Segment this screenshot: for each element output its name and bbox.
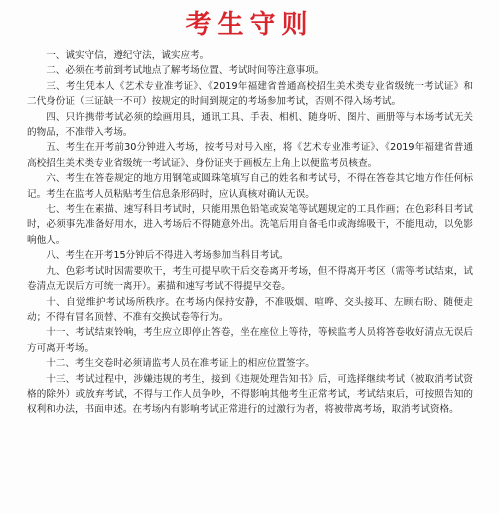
rule-item: 十、自觉维护考试场所秩序。在考场内保持安静，不准吸烟、喧哗、交头接耳、左顾右盼、随便走动；不得有冒名顶替、不准有交换试卷等行为。 [27,296,473,323]
rules-list [27,48,473,418]
rule-item: 四、只许携带考试必须的绘画用具，通讯工具、手表、相机、随身听、图片、画册等与本场考试无关的物品，不准带入考场。 [27,111,473,139]
rule-item: 七、考生在素描、速写科目考试时，只能用黑色铅笔或炭笔等试题规定的工具作画；在色彩科目考试时，必须事先准备好用水，进入考场后不得随意外出。洗笔后用自备毛巾或海绵吸干，不能甩动，以免影响他人。 [27,204,473,246]
rule-item: 九、色彩考试时因需要吹干，考生可提早吹干后交卷离开考场，但不得离开考区（需等考试结束，试卷清点无误后方可统一离开）。素描和速写考试不得提早交卷。 [27,265,473,293]
rule-item: 十三、考试过程中，涉嫌违规的考生，接到《违规处理告知书》后，可选择继续考试（被取消考试资格的除外）或放弃考试，不得与工作人员争吵，不得影响其他考生正常考试，考试结束后，可按照告知的权利和办法，书面申述。在考场内有影响考试正常进行的过激行为者，将被带离考场，取消考试资格。 [27,373,473,416]
rule-item: 二、必须在考前到考试地点了解考场位置、考试时间等注意事项。 [46,65,325,77]
rule-item: 十一、考试结束铃响，考生应立即停止答卷，坐在座位上等待，等候监考人员将答卷收好清点无误后方可离开考场。 [27,327,473,354]
rule-item: 八、考生在开考15分钟后不得进入考场参加当科目考试。 [46,250,289,262]
rule-item: 一、诚实守信，遵纪守法，诚实应考。 [46,50,210,61]
document-title: 考生守则 [185,10,314,40]
rule-item: 六、考生在答卷规定的地方用钢笔或圆珠笔填写自己的姓名和考试号，不得在答卷其它地方作任何标记。考生在监考人员粘贴考生信息条形码时，应认真核对确认无误。 [27,173,473,200]
rule-item: 十二、考生交卷时必须请监考人员在准考证上的相应位置签字。 [46,358,315,370]
rule-item: 三、考生凭本人《艺术专业准考证》、《2019年福建省普通高校招生美术类专业省级统一考试证》和二代身份证（三证缺一不可）按规定的时间到规定的考场参加考试，否则不得入场考试。 [27,80,473,108]
rule-item: 五、考生在开考前30分钟进入考场，按考号对号入座，将《艺术专业准考证》、《2019年福建省普通高校招生美术类专业省级统一考试证》、身份证夹于画板左上角上以便监考员核查。 [27,142,473,169]
